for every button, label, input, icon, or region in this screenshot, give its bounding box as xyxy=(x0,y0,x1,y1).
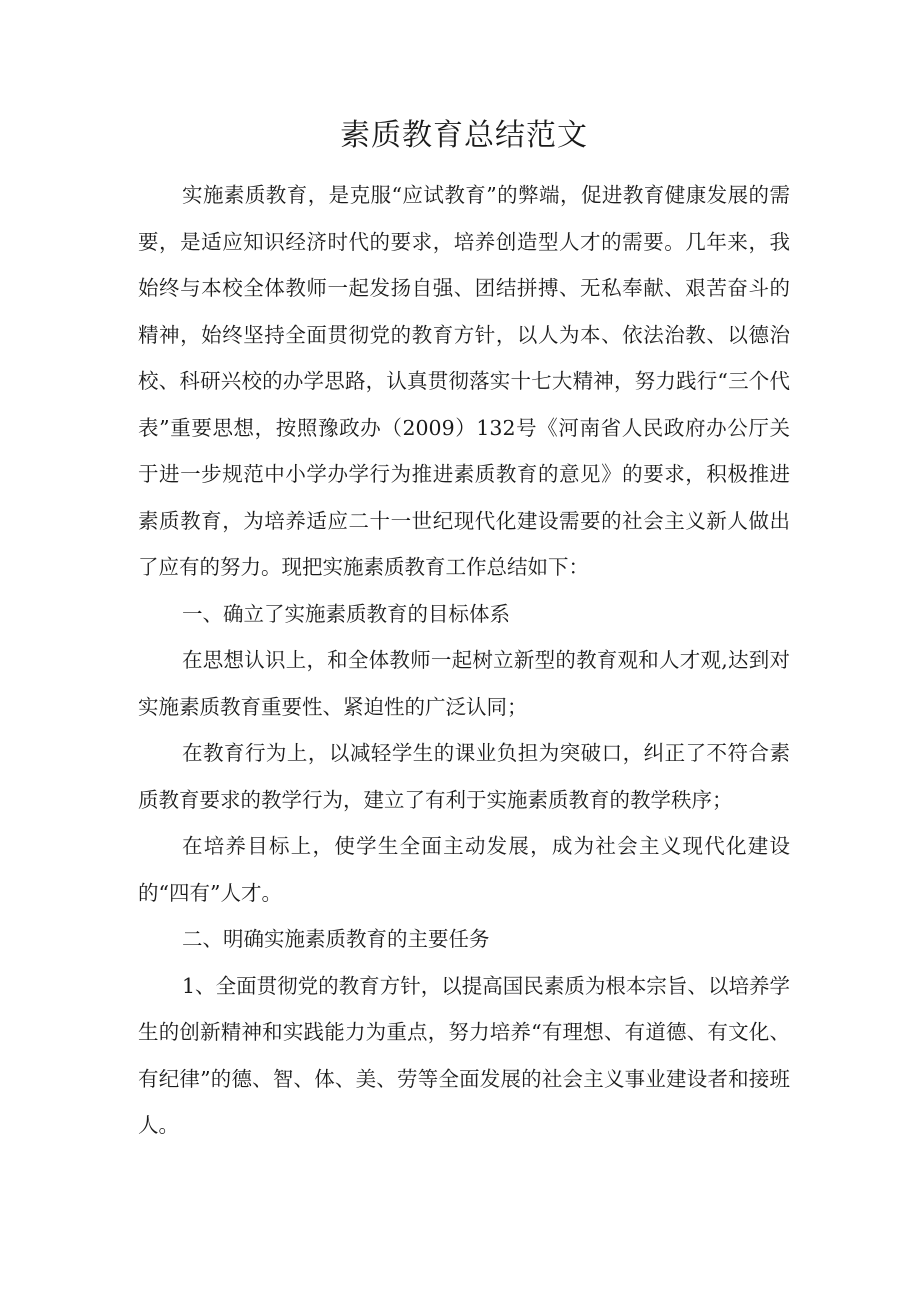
paragraph-thinking: 在思想认识上，和全体教师一起树立新型的教育观和人才观,达到对实施素质教育重要性、紧迫性的广泛认同； xyxy=(138,648,790,719)
document-body xyxy=(138,172,790,1149)
document-title: 素质教育总结范文 xyxy=(340,118,588,153)
paragraph-goal: 在培养目标上，使学生全面主动发展，成为社会主义现代化建设的“四有”人才。 xyxy=(138,834,790,905)
paragraph-task-1: 1、全面贯彻党的教育方针，以提高国民素质为根本宗旨、以培养学生的创新精神和实践能力为重点，努力培养“有理想、有道德、有文化、有纪律”的德、智、体、美、劳等全面发展的社会主义事业建设者和接班人。 xyxy=(138,973,790,1137)
section-heading-2: 二、明确实施素质教育的主要任务 xyxy=(182,927,490,951)
paragraph-intro: 实施素质教育，是克服“应试教育”的弊端，促进教育健康发展的需要，是适应知识经济时代的要求，培养创造型人才的需要。几年来，我始终与本校全体教师一起发扬自强、团结拼搏、无私奉献、艰苦奋斗的精神，始终坚持全面贯彻党的教育方针，以人为本、依法治教、以德治校、科研兴校的办学思路，认真贯彻落实十七大精神，努力践行“三个代表”重要思想，按照豫政办（2009）132号《河南省人民政府办公厅关于进一步规范中小学办学行为推进素质教育的意见》的要求，积极推进素质教育，为培养适应二十一世纪现代化建设需要的社会主义新人做出了应有的努力。现把实施素质教育工作总结如下： xyxy=(138,183,790,579)
paragraph-behavior: 在教育行为上，以减轻学生的课业负担为突破口，纠正了不符合素质教育要求的教学行为，建立了有利于实施素质教育的教学秩序； xyxy=(138,741,790,812)
section-heading-1: 一、确立了实施素质教育的目标体系 xyxy=(182,601,510,626)
